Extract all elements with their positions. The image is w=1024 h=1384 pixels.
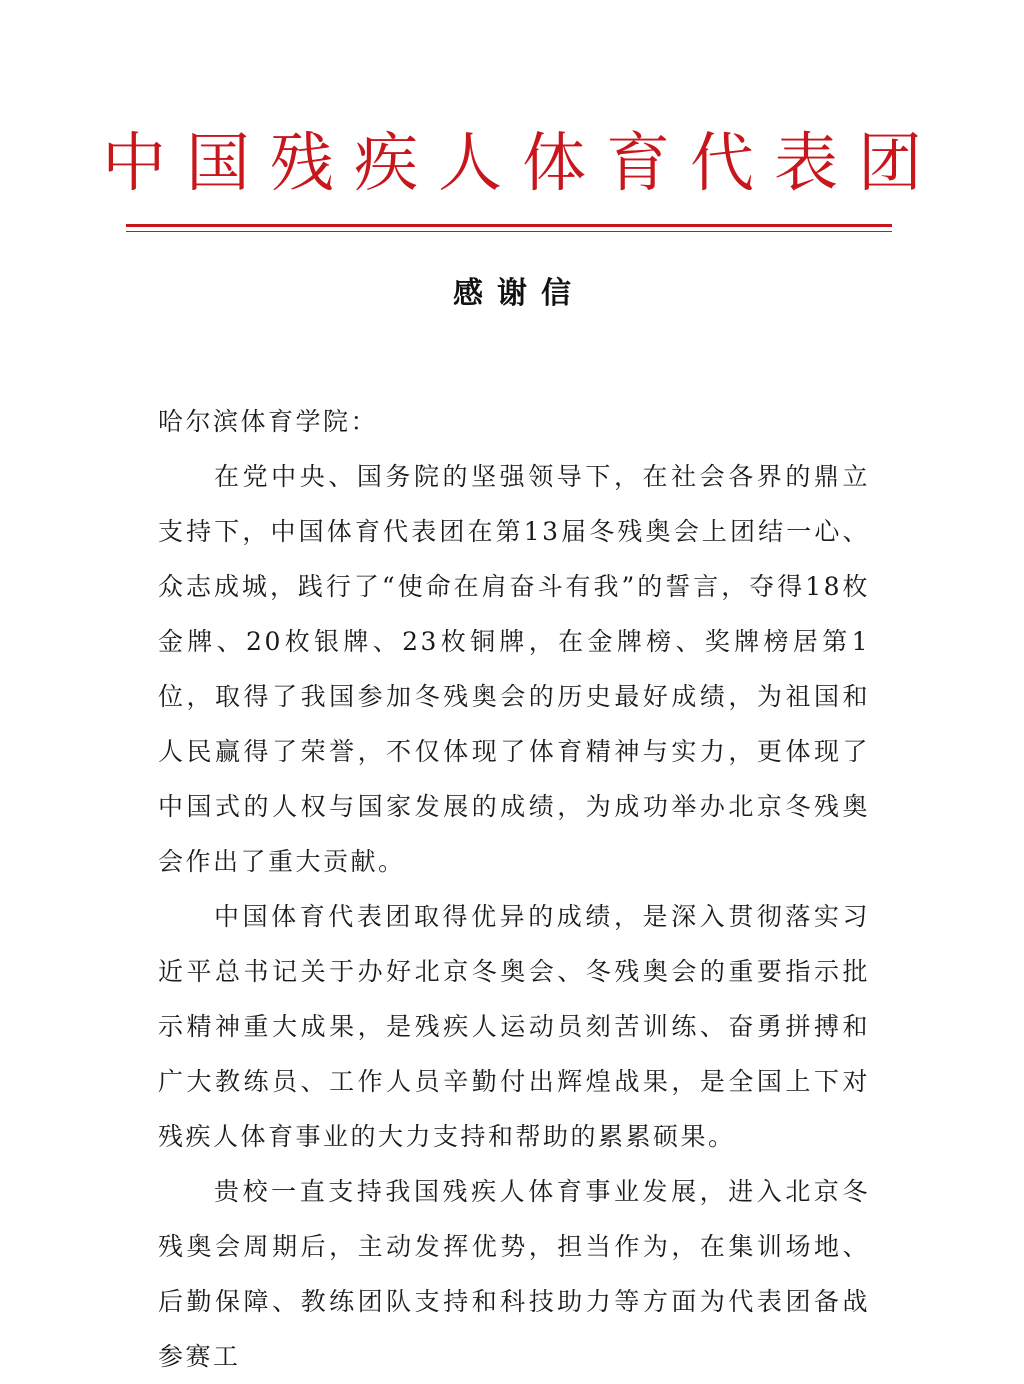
- letter-body: [158, 394, 870, 1384]
- salutation: 哈尔滨体育学院：: [158, 407, 379, 436]
- paragraph-3: 贵校一直支持我国残疾人体育事业发展，进入北京冬残奥会周期后，主动发挥优势，担当作为，在集训场地、后勤保障、教练团队支持和科技助力等方面为代表团备战参赛工: [158, 1177, 870, 1371]
- letter-title: 感谢信: [453, 276, 585, 311]
- paragraph-2: 中国体育代表团取得优异的成绩，是深入贯彻落实习近平总书记关于办好北京冬奥会、冬残奥会的重要指示批示精神重大成果，是残疾人运动员刻苦训练、奋勇拼搏和广大教练员、工作人员辛勤付出辉煌战果，是全国上下对残疾人体育事业的大力支持和帮助的累累硕果。: [158, 902, 870, 1151]
- paragraph-1: 在党中央、国务院的坚强领导下，在社会各界的鼎立支持下，中国体育代表团在第13届冬残奥会上团结一心、众志成城，践行了“使命在肩奋斗有我”的誓言，夺得18枚金牌、20枚银牌、23枚铜牌，在金牌榜、奖牌榜居第1位，取得了我国参加冬残奥会的历史最好成绩，为祖国和人民赢得了荣誉，不仅体现了体育精神与实力，更体现了中国式的人权与国家发展的成绩，为成功举办北京冬残奥会作出了重大贡献。: [158, 462, 870, 876]
- organization-letterhead: 中国残疾人体育代表团: [102, 127, 942, 201]
- letterhead-divider-thin: [126, 231, 892, 232]
- letterhead-divider-thick: [126, 224, 892, 227]
